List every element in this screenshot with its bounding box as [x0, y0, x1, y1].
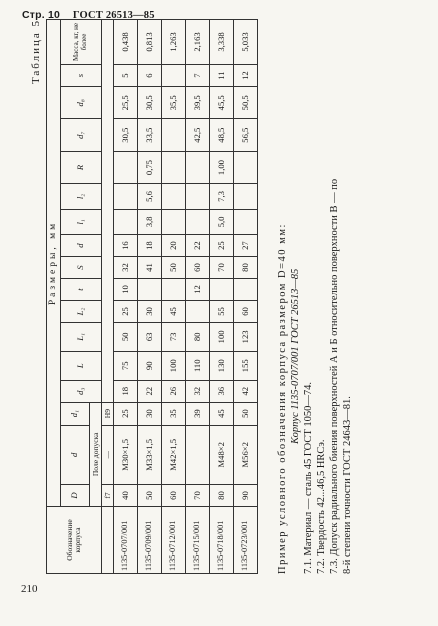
- table-cell-L: 100: [162, 351, 186, 380]
- table-cell-d: M56×2: [234, 425, 258, 485]
- table-cell-t: [234, 279, 258, 301]
- table-cell-d3: 26: [162, 380, 186, 402]
- table-cell-d-thread: 27: [234, 235, 258, 257]
- table-row: [186, 20, 210, 574]
- table-super-header: Размеры, мм: [47, 20, 61, 507]
- table-cell-d: M42×1,5: [162, 425, 186, 485]
- table-cell-R: [114, 151, 138, 183]
- table-cell-D: 90: [234, 485, 258, 507]
- table-cell-d3: 18: [114, 380, 138, 402]
- col-L2: L₂: [61, 300, 102, 322]
- table-cell-d7: 56,5: [234, 119, 258, 151]
- table-cell-s: 6: [138, 65, 162, 87]
- table-cell-l2: 7,3: [210, 184, 234, 209]
- table-cell-d7: [162, 119, 186, 151]
- col-d1: d₁: [61, 402, 90, 425]
- table-cell-d-thread: 18: [138, 235, 162, 257]
- table-cell-m: 0,813: [138, 20, 162, 65]
- table-cell-S: 80: [234, 257, 258, 279]
- table-row: [114, 20, 138, 574]
- table-cell-R: [234, 151, 258, 183]
- col-l1: l₁: [61, 209, 102, 234]
- table-cell-d7: 30,5: [114, 119, 138, 151]
- table-cell-L1: 80: [186, 322, 210, 351]
- table-cell-d8: 39,5: [186, 87, 210, 119]
- col-L: L: [61, 351, 102, 380]
- page-label: Стр. 10: [22, 9, 61, 21]
- table-cell-L: 90: [138, 351, 162, 380]
- rotated-content: [26, 19, 426, 574]
- col-designation: Обозначение корпуса: [47, 507, 102, 574]
- table-cell-s: [162, 65, 186, 87]
- table-cell-d: [186, 425, 210, 485]
- table-cell-L1: 100: [210, 322, 234, 351]
- table-cell-d1: 30: [138, 402, 162, 425]
- table-cell-m: 3,338: [210, 20, 234, 65]
- table-cell-l1: [114, 209, 138, 234]
- table-cell-m: 2,163: [186, 20, 210, 65]
- tol-d: —: [102, 425, 114, 485]
- table-cell-L: 110: [186, 351, 210, 380]
- table-cell-L2: 55: [210, 300, 234, 322]
- table-cell-S: 32: [114, 257, 138, 279]
- col-D: D: [61, 485, 90, 507]
- table-cell-l2: [114, 184, 138, 209]
- notes: [302, 19, 354, 574]
- table-cell-d-thread: 16: [114, 235, 138, 257]
- table-cell-D: 50: [138, 485, 162, 507]
- table-cell-l1: [162, 209, 186, 234]
- table-cell-d-thread: 20: [162, 235, 186, 257]
- table-cell-L1: 73: [162, 322, 186, 351]
- table-cell-d8: 25,5: [114, 87, 138, 119]
- table-cell-d3: 36: [210, 380, 234, 402]
- table-cell-S: 41: [138, 257, 162, 279]
- table-cell-d3: 22: [138, 380, 162, 402]
- table-cell-d-thread: 25: [210, 235, 234, 257]
- col-d: d: [61, 425, 90, 485]
- table-cell-id: 1135-0707/001: [114, 507, 138, 574]
- col-t: t: [61, 279, 102, 301]
- col-d7: d₇: [61, 119, 102, 151]
- table-cell-l2: [186, 184, 210, 209]
- table-cell-d1: 35: [162, 402, 186, 425]
- table-body: [114, 20, 258, 574]
- table-cell-t: [210, 279, 234, 301]
- table-row: [138, 20, 162, 574]
- table-cell-id: 1135-0712/001: [162, 507, 186, 574]
- table-cell-d7: 48,5: [210, 119, 234, 151]
- table-cell-d7: 42,5: [186, 119, 210, 151]
- table-cell-d8: 50,5: [234, 87, 258, 119]
- table-cell-m: 0,438: [114, 20, 138, 65]
- table-cell-D: 80: [210, 485, 234, 507]
- col-d3: d₃: [61, 380, 102, 402]
- table-cell-R: 0,75: [138, 151, 162, 183]
- standard-label: ГОСТ 26513—85: [72, 10, 155, 21]
- col-l2: l₂: [61, 184, 102, 209]
- table-cell-l2: 5,6: [138, 184, 162, 209]
- table-cell-t: 10: [114, 279, 138, 301]
- example-formula: Корпус 1135-0707/001 ГОСТ 26513—85: [290, 268, 301, 444]
- table-cell-L: 130: [210, 351, 234, 380]
- table-row: [234, 20, 258, 574]
- table-row: [162, 20, 186, 574]
- table-cell-d1: 45: [210, 402, 234, 425]
- tol-D: f7: [102, 485, 114, 507]
- tolerance-fill: [102, 20, 114, 403]
- table-cell-id: 1135-0715/001: [186, 507, 210, 574]
- table-cell-d3: 42: [234, 380, 258, 402]
- table-cell-L2: 25: [114, 300, 138, 322]
- table-cell-s: 7: [186, 65, 210, 87]
- note-1: 7.1. Материал — сталь 45 ГОСТ 1050—74.: [303, 381, 314, 574]
- tolerance-spacer: [102, 507, 114, 574]
- table-cell-t: [162, 279, 186, 301]
- col-S: S: [61, 257, 102, 279]
- table-cell-d: M33×1,5: [138, 425, 162, 485]
- table-cell-d: M48×2: [210, 425, 234, 485]
- table-cell-l1: [186, 209, 210, 234]
- table-cell-d8: 30,5: [138, 87, 162, 119]
- table-cell-l2: [162, 184, 186, 209]
- table-cell-R: [186, 151, 210, 183]
- col-d8: d₈: [61, 87, 102, 119]
- table-cell-d1: 25: [114, 402, 138, 425]
- table-cell-L2: 60: [234, 300, 258, 322]
- tol-d1: H9: [102, 402, 114, 425]
- col-d-thread: d: [61, 235, 102, 257]
- table-row: [210, 20, 234, 574]
- table-cell-L: 155: [234, 351, 258, 380]
- table-cell-l1: 5,0: [210, 209, 234, 234]
- table-cell-S: 70: [210, 257, 234, 279]
- table-cell-d1: 39: [186, 402, 210, 425]
- example-intro: Пример условного обозначения корпуса размером D=40 мм:: [277, 223, 288, 574]
- table-cell-L1: 123: [234, 322, 258, 351]
- page-number: 210: [21, 583, 38, 595]
- text-block: [276, 19, 354, 574]
- table-cell-R: [162, 151, 186, 183]
- table-cell-s: 11: [210, 65, 234, 87]
- col-s: s: [61, 65, 102, 87]
- table-cell-D: 70: [186, 485, 210, 507]
- table-cell-L: 75: [114, 351, 138, 380]
- table-cell-d7: 33,5: [138, 119, 162, 151]
- table-cell-d3: 32: [186, 380, 210, 402]
- table-cell-S: 50: [162, 257, 186, 279]
- table-cell-D: 60: [162, 485, 186, 507]
- table-cell-d-thread: 22: [186, 235, 210, 257]
- col-mass: Масса, кг, не более: [61, 20, 102, 65]
- dimensions-table: [46, 19, 258, 574]
- table-cell-id: 1135-0709/001: [138, 507, 162, 574]
- table-cell-l2: [234, 184, 258, 209]
- table-cell-id: 1135-0718/001: [210, 507, 234, 574]
- table-title: Таблица 5: [30, 19, 42, 85]
- table-cell-t: [138, 279, 162, 301]
- table-cell-d: M30×1,5: [114, 425, 138, 485]
- table-cell-S: 60: [186, 257, 210, 279]
- table-cell-L1: 63: [138, 322, 162, 351]
- table-cell-m: 5,033: [234, 20, 258, 65]
- col-L1: L₁: [61, 322, 102, 351]
- note-2: 7.2. Твердость 42...46,5 HRCэ.: [316, 439, 327, 574]
- table-cell-m: 1,263: [162, 20, 186, 65]
- note-4: 8-й степени точности ГОСТ 24643—81.: [342, 396, 353, 574]
- table-cell-D: 40: [114, 485, 138, 507]
- table-cell-id: 1135-0723/001: [234, 507, 258, 574]
- table-cell-L1: 50: [114, 322, 138, 351]
- table-cell-s: 5: [114, 65, 138, 87]
- table-cell-L2: 45: [162, 300, 186, 322]
- table-cell-R: 1,00: [210, 151, 234, 183]
- table-cell-s: 12: [234, 65, 258, 87]
- col-R: R: [61, 151, 102, 183]
- tolerance-header: Поле допуска: [90, 402, 102, 506]
- table-cell-L2: 30: [138, 300, 162, 322]
- table-cell-d8: 35,5: [162, 87, 186, 119]
- table-cell-L2: [186, 300, 210, 322]
- table-cell-l1: 3,8: [138, 209, 162, 234]
- table-cell-d8: 45,5: [210, 87, 234, 119]
- table-cell-d1: 50: [234, 402, 258, 425]
- table-cell-l1: [234, 209, 258, 234]
- table-cell-t: 12: [186, 279, 210, 301]
- note-3: 7.3. Допуск радиального биения поверхностей А и Б относительно поверхности В — по: [329, 178, 340, 574]
